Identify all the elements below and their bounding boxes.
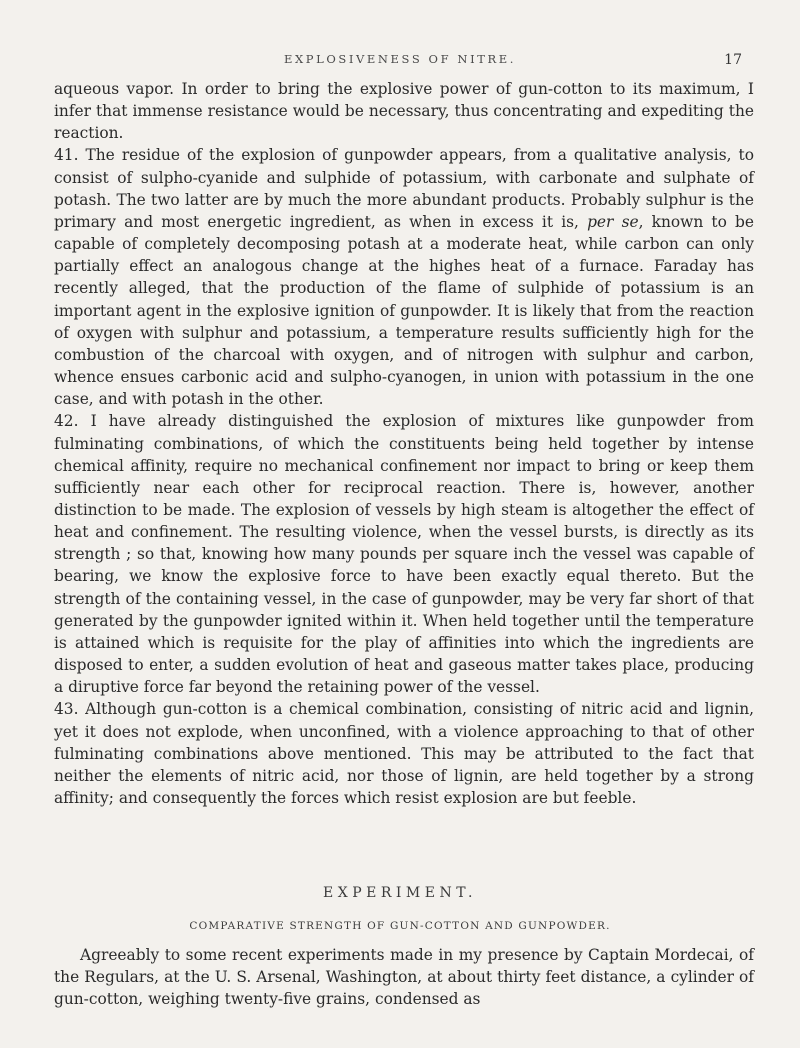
experiment-subheading: COMPARATIVE STRENGTH OF GUN-COTTON AND GUNPOWDER. xyxy=(189,920,611,932)
paragraph-41-italic: per se xyxy=(587,212,639,231)
paragraph-43: 43. Although gun-cotton is a chemical combination, consisting of nitric acid and lignin, yet it does not explode, when unconfined, with a violence approaching to that of other fulminating combinations above mentioned. This may be attributed to the fact that neither the elements of nitric acid, nor those of lignin, are held together by a strong affinity; and consequently the forces which resist explosion are but feeble. xyxy=(54,700,754,807)
paragraph-42: 42. I have already distinguished the explosion of mixtures like gunpowder from fulminating combinations, of which the constituents being held together by intense chemical affinity, require no mechanical confinement nor impact to bring or keep them sufficiently near each other for reciprocal reaction. There is, however, another distinction to be made. The explosion of vessels by high steam is altogether the effect of heat and confinement. The resulting violence, when the vessel bursts, is directly as its strength ; so that, knowing how many pounds per square inch the vessel was capable of bearing, we know the explosive force to have been exactly equal thereto. But the strength of the containing vessel, in the case of gunpowder, may be very far short of that generated by the gunpowder ignited within it. When held together until the temperature is attained which is requisite for the play of affinities into which the ingredients are disposed to enter, a sudden evolution of heat and gaseous matter takes place, producing a diruptive force far beyond the retaining power of the vessel. xyxy=(54,412,754,697)
paragraph-41-part-2: , known to be capable of completely decomposing potash at a moderate heat, while carbon can only partially effect an analogous change at the highes heat of a furnace. Faraday has recently alleged, that the production of the flame of sulphide of potassium is an important agent in the explosive ignition of gunpowder. It is likely that from the reaction of oxygen with sulphur and potassium, a temperature results sufficiently high for the combustion of the charcoal with oxygen, and of nitrogen with sulphur and carbon, whence ensues carbonic acid and sulpho-cyanogen, in union with potassium in the one case, and with potash in the other. xyxy=(54,212,754,409)
running-title: EXPLOSIVENESS OF NITRE. xyxy=(283,52,517,66)
page-number: 17 xyxy=(724,52,742,68)
experiment-heading: EXPERIMENT. xyxy=(323,885,477,901)
paragraph-41-part-1: 41. The residue of the explosion of gunpowder appears, from a qualitative analysis, to consist of sulpho-cyanide and sulphide of potassium, with carbonate and sulphate of potash. The two latter are by much the more abundant products. Probably sulphur is the primary and most energetic ingredient, as when in excess it is, xyxy=(54,146,754,231)
paragraph-41 xyxy=(54,144,754,410)
paragraph-continuation: aqueous vapor. In order to bring the explosive power of gun-cotton to its maximum, I infer that immense resistance would be necessary, thus concentrating and expediting the reaction. xyxy=(54,80,754,143)
running-header xyxy=(0,52,800,72)
experiment-paragraph: Agreeably to some recent experiments made in my presence by Captain Mordecai, of the Regulars, at the U. S. Arsenal, Washington, at about thirty feet distance, a cylinder of gun-cotton, weighing twenty-five grains, condensed as xyxy=(54,946,754,1009)
main-text xyxy=(54,78,754,809)
experiment-text xyxy=(54,944,754,1010)
